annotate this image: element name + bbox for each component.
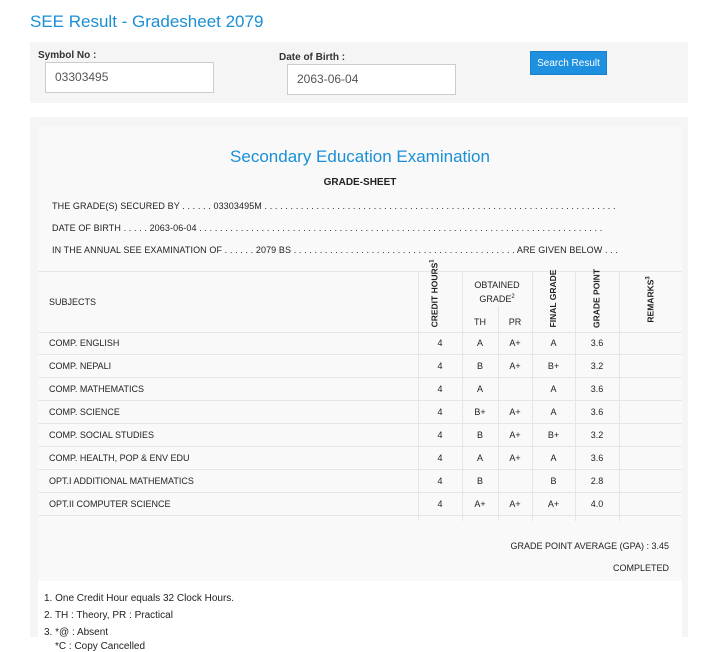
pr-grade-cell: A+: [509, 499, 521, 509]
grade-point-cell: 3.6: [590, 453, 604, 463]
note-3: 3. *@ : Absent: [44, 627, 109, 638]
note-1: 1. One Credit Hour equals 32 Clock Hours.: [44, 593, 235, 604]
grade-point-cell: 3.2: [590, 430, 604, 440]
credit-cell: 4: [437, 476, 443, 486]
header-pr: PR: [508, 317, 522, 327]
search-result-button[interactable]: Search Result: [530, 51, 607, 75]
credit-cell: 4: [437, 430, 443, 440]
th-grade-cell: B+: [474, 407, 486, 417]
gradesheet: [38, 126, 682, 652]
header-final-grade: FINAL GRADE: [548, 269, 558, 328]
credit-cell: 4: [437, 338, 443, 348]
table-row: [38, 470, 682, 493]
dob-input[interactable]: 2063-06-04: [287, 64, 456, 95]
final-grade-cell: A: [550, 384, 557, 394]
th-grade-cell: B: [476, 361, 483, 371]
subject-cell: OPT.I ADDITIONAL MATHEMATICS: [49, 476, 194, 486]
final-grade-cell: B+: [547, 361, 560, 371]
th-grade-cell: A+: [474, 499, 486, 509]
th-grade-cell: A: [476, 338, 483, 348]
status-completed: COMPLETED: [612, 563, 669, 573]
credit-cell: 4: [437, 453, 443, 463]
table-row: [38, 355, 682, 378]
pr-grade-cell: A+: [509, 430, 521, 440]
pr-grade-cell: A+: [509, 453, 521, 463]
th-grade-cell: A: [476, 453, 483, 463]
pr-grade-cell: A+: [509, 338, 521, 348]
search-panel: [30, 42, 688, 103]
grade-point-cell: 3.2: [590, 361, 604, 371]
subject-cell: COMP. MATHEMATICS: [49, 384, 145, 394]
pr-grade-cell: A+: [509, 407, 521, 417]
header-subjects: SUBJECTS: [49, 297, 97, 307]
header-remarks: REMARKS$^3$: [645, 276, 656, 323]
page-title: SEE Result - Gradesheet 2079: [30, 12, 264, 31]
table-row: [38, 447, 682, 470]
grade-point-cell: 2.8: [590, 476, 604, 486]
th-grade-cell: A: [476, 384, 483, 394]
credit-cell: 4: [437, 361, 443, 371]
symbol-label: Symbol No :: [38, 50, 97, 61]
subject-cell: COMP. HEALTH, POP & ENV EDU: [49, 453, 190, 463]
table-row: [38, 424, 682, 447]
info-line-dob: DATE OF BIRTH . . . . . 2063-06-04 . . . . . . . . . . . . . . . . . . . . . . . . . . . . . . . . . . . . . . . . . . . . . . . . . . . . . . . . . . . . . . . . . . . . . . . . . . . . . .: [52, 223, 603, 233]
subject-cell: OPT.II COMPUTER SCIENCE: [49, 499, 171, 509]
credit-cell: 4: [437, 499, 443, 509]
info-line-name: THE GRADE(S) SECURED BY . . . . . . 03303495M . . . . . . . . . . . . . . . . . . . . . . . . . . . . . . . . . . . . . . . . . . . . . . . . . . . . . . . . . . . . . . . . . . . .: [52, 201, 616, 211]
header-grade-point: GRADE POINT: [591, 268, 602, 329]
credit-cell: 4: [437, 384, 443, 394]
note-4: *C : Copy Cancelled: [55, 641, 146, 652]
table-row: [38, 401, 682, 424]
credit-cell: 4: [437, 407, 443, 417]
table-row: [38, 493, 682, 516]
header-obtained-grade: OBTAINED GRADE$^2$: [474, 280, 520, 304]
exam-title: Secondary Education Examination: [230, 147, 490, 166]
final-grade-cell: A: [550, 453, 557, 463]
subject-cell: COMP. ENGLISH: [49, 338, 120, 348]
header-th: TH: [474, 317, 486, 327]
subject-cell: COMP. NEPALI: [49, 361, 112, 371]
table-row: [38, 378, 682, 401]
info-line-exam: IN THE ANNUAL SEE EXAMINATION OF . . . . . . 2079 BS . . . . . . . . . . . . . . . . . . . . . . . . . . . . . . . . . . . . . . . . . . . ARE GIVEN BELOW . . .: [52, 245, 618, 255]
subject-cell: COMP. SCIENCE: [49, 407, 120, 417]
grade-sheet-label: GRADE-SHEET: [323, 177, 397, 188]
gradesheet-container: [30, 117, 688, 652]
grade-point-cell: 3.6: [590, 384, 604, 394]
final-grade-cell: B: [550, 476, 557, 486]
pr-grade-cell: [498, 378, 532, 401]
subject-cell: COMP. SOCIAL STUDIES: [49, 430, 155, 440]
note-2: 2. TH : Theory, PR : Practical: [44, 610, 173, 621]
final-grade-cell: A: [550, 407, 557, 417]
final-grade-cell: A: [550, 338, 557, 348]
table-row: [38, 332, 682, 355]
th-grade-cell: B: [476, 476, 483, 486]
th-grade-cell: B: [476, 430, 483, 440]
grade-point-cell: 3.6: [590, 407, 604, 417]
final-grade-cell: B+: [547, 430, 560, 440]
grade-point-cell: 3.6: [590, 338, 604, 348]
final-grade-cell: A+: [547, 499, 560, 509]
pr-grade-cell: [498, 470, 532, 493]
symbol-input[interactable]: 03303495: [45, 62, 214, 93]
header-credit-hours: CREDIT HOURS$^1$: [429, 259, 440, 328]
gpa-summary: GRADE POINT AVERAGE (GPA) : 3.45: [510, 541, 669, 551]
pr-grade-cell: A+: [509, 361, 521, 371]
notes: [38, 581, 682, 651]
grade-point-cell: 4.0: [590, 499, 604, 509]
dob-label: Date of Birth :: [279, 52, 346, 63]
